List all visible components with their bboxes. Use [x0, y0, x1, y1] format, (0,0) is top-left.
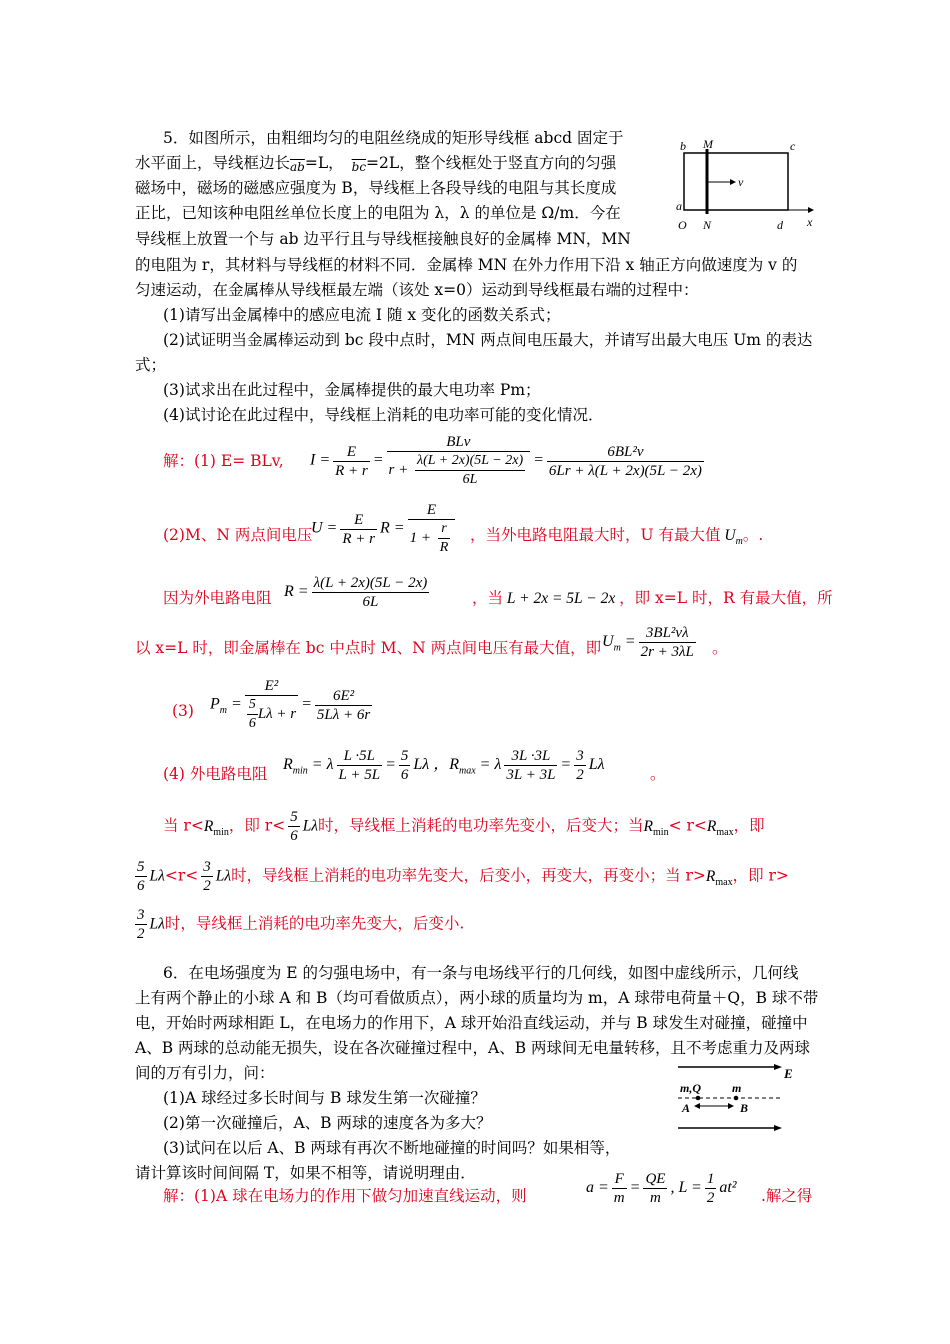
label-N: N — [703, 218, 712, 232]
p6-question-3: (3)试问在以后 A、B 两球有再次不断地碰撞的时间吗？如果相等， — [163, 1139, 621, 1157]
label-E: E — [784, 1066, 793, 1081]
sol5-line-7: 当 $r<R_{min}$，即 r< $\frac{5}{6}$ Lλ时，导线框上消耗的电功率先变小，后变大；当$R_{min}< r<R_{max}$，即 — [163, 809, 765, 844]
p5-question-3: (3)试求出在此过程中，金属棒提供的最大电功率 Pm； — [163, 381, 541, 399]
p5-question-1: (1)请写出金属棒中的感应电流 I 随 x 变化的函数关系式； — [163, 306, 561, 324]
bc-segment: $\overline{bc}$ — [351, 160, 367, 174]
sol5-line-3b: ，当 L + 2x = 5L − 2x ，即 x=L 时，R 有最大值，所 — [472, 589, 833, 607]
sol6-line-1-end: .解之得 — [761, 1187, 813, 1205]
acceleration-formula: a = $\frac{F}{m}$ = $\frac{QE}{m}$ , L = $\frac{1}{2}$ at² — [586, 1171, 737, 1206]
p6-line-3: 电，开始时两球相距 L，在电场力的作用下，A 球开始沿直线运动，并与 B 球发生对碰撞，碰撞中 — [135, 1014, 808, 1032]
sol5-line-4b: 。 — [712, 639, 728, 657]
label-b: b — [680, 139, 686, 153]
p5-line-6: 的电阻为 r，其材料与导线框的材料不同．金属棒 MN 在外力作用下沿 x 轴正方向做速度为 v 的 — [135, 256, 798, 274]
rmin-rmax-formula: $R_{min} = \lambda$ $\frac{L \cdot 5L}{L + 5L}$ = $\frac{5}{6}$ Lλ ，$R_{max} = \lambda$ $\frac{3L \cdot 3L}{3L + 3L}$ = $\frac{3}{2}$ Lλ — [283, 748, 605, 783]
sol5-line-8: $\frac{5}{6}$ Lλ<r< $\frac{3}{2}$ Lλ时，导线框上消耗的电功率先变大，后变小，再变大，再变小；当 $r>R_{max}$，即 r> — [137, 859, 789, 894]
label-x: x — [807, 215, 813, 229]
label-B: B — [740, 1101, 749, 1115]
sol5-line-6b: 。 — [650, 765, 666, 783]
max-voltage-formula: $U_m$ = $\frac{\text{3BL²vλ}}{2r + 3\lambda L}$ — [602, 625, 694, 660]
sol6-line-1: 解：(1)A 球在电场力的作用下做匀加速直线运动，则 — [163, 1187, 527, 1205]
p5-question-4: (4)试讨论在此过程中，导线框上消耗的电功率可能的变化情况． — [163, 406, 604, 424]
electric-field-figure — [672, 1062, 802, 1134]
p5-line-4: 正比，已知该种电阻丝单位长度上的电阻为 λ，λ 的单位是 Ω/m．今在 — [135, 204, 621, 222]
label-mQ: m,Q — [680, 1081, 701, 1095]
sol5-line-4a: 以 x=L 时，即金属棒在 bc 中点时 M、N 两点间电压有最大值，即 — [135, 639, 602, 657]
sol5-line-9: $\frac{3}{2}$ Lλ时，导线框上消耗的电功率先变大，后变小. — [137, 907, 465, 942]
p5-line-1: 5．如图所示，由粗细均匀的电阻丝绕成的矩形导线框 abcd 固定于 — [163, 129, 624, 147]
label-O: O — [678, 218, 687, 232]
max-power-formula: $P_m$ = E² $\frac{5}{6}$ Lλ + r = $\frac{\text{6E²}}{5L\lambda + 6r}$ — [210, 678, 371, 731]
sol5-line-2b: ，当外电路电阻最大时，U 有最大值 $U_m$。. — [470, 526, 764, 548]
p5-question-2: (2)试证明当金属棒运动到 bc 段中点时，MN 两点间电压最大，并请写出最大电压 Um 的表达 — [163, 331, 813, 349]
p6-line-5: 间的万有引力，问： — [135, 1064, 275, 1082]
p5-line-5: 导线框上放置一个与 ab 边平行且与导线框接触良好的金属棒 MN，MN — [135, 230, 631, 248]
p6-line-2: 上有两个静止的小球 A 和 B（均可看做质点），两小球的质量均为 m，A 球带电荷量＋Q，B 球不带 — [135, 989, 819, 1007]
voltage-formula: U = $\frac{E}{R + r}$ R = E 1 + $\frac{r}{R}$ — [311, 501, 458, 557]
label-M: M — [703, 137, 713, 151]
p6-line-4: A、B 两球的总动能无损失，设在各次碰撞过程中，A、B 两球间无电量转移，且不考虑重力及两球 — [135, 1039, 811, 1057]
p5-line-7: 匀速运动，在金属棒从导线框最左端（该处 x=0）运动到导线框最右端的过程中： — [135, 281, 699, 299]
p5-question-2-cont: 式； — [135, 356, 167, 374]
label-m: m — [732, 1081, 742, 1095]
wire-frame-figure — [668, 136, 818, 234]
resistance-formula: R = $\frac{\lambda(L + 2x)(5L - 2x)}{6L}$ — [284, 575, 428, 610]
label-v: v — [738, 175, 744, 189]
label-A: A — [682, 1101, 691, 1115]
p6-line-1: 6．在电场强度为 E 的匀强电场中，有一条与电场线平行的几何线，如图中虚线所示，几何线 — [163, 964, 799, 982]
p5-line-3: 磁场中，磁场的磁感应强度为 B，导线框上各段导线的电阻与其长度成 — [135, 179, 617, 197]
sol5-line-3a: 因为外电路电阻 — [163, 589, 272, 607]
current-formula: I = $\frac{E}{R + r}$ = BLv r + $\frac{\lambda(L + 2x)(5L - 2x)}{6L}$ = $\frac{\text{6BL²v}}{6Lr + \lambda(L + 2x)(5L - 2x)}$ — [310, 434, 702, 487]
sol5-line-1: 解：(1) E= BLv, — [163, 452, 284, 470]
label-a: a — [676, 199, 682, 213]
sol5-line-5: (3) — [172, 702, 194, 720]
p6-question-1: (1)A 球经过多长时间与 B 球发生第一次碰撞？ — [163, 1089, 486, 1107]
label-d: d — [777, 218, 783, 232]
p5-line-2: 水平面上，导线框边长$\overline{ab}=L$， $\overline{bc}=2L$，整个线框处于竖直方向的匀强 — [135, 154, 617, 174]
sol5-line-6a: (4) 外电路电阻 — [163, 765, 268, 783]
p6-question-2: (2)第一次碰撞后，A、B 两球的速度各为多大？ — [163, 1114, 492, 1132]
label-c: c — [790, 139, 796, 153]
p6-question-3-cont: 请计算该时间间隔 T，如果不相等，请说明理由． — [135, 1164, 476, 1182]
ab-segment: $\overline{ab}$ — [290, 160, 305, 174]
sol5-line-2a: (2)M、N 两点间电压 — [163, 526, 313, 544]
